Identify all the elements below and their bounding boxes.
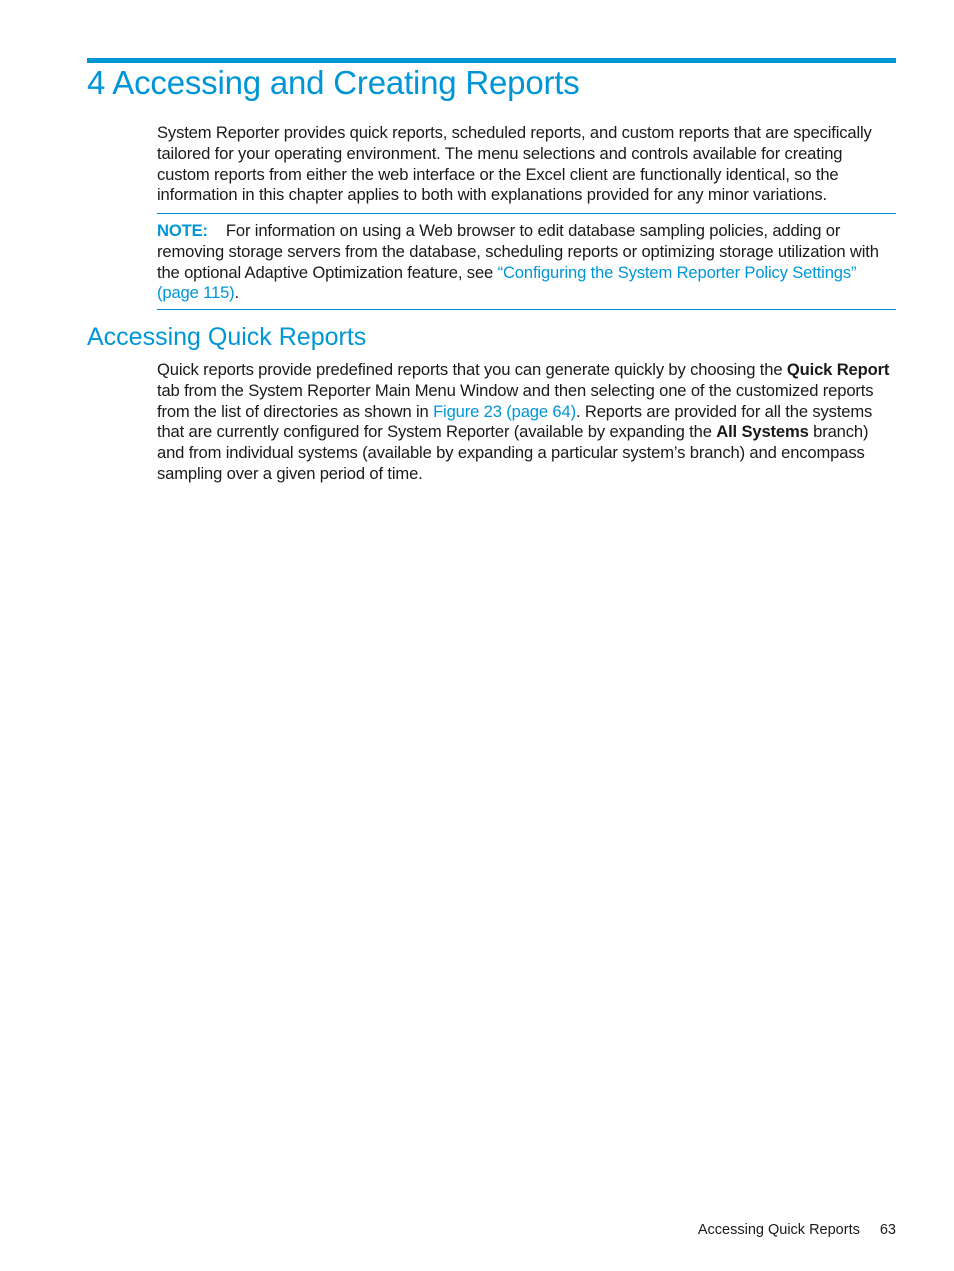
quick-text-3: . Reports are provided for all the systems that are currently configured for System Reporter (available by expanding the xyxy=(157,401,873,442)
chapter-title: 4 Accessing and Creating Reports xyxy=(87,64,580,101)
all-systems-term: All Systems xyxy=(716,422,809,442)
quick-text-4: branch) and from individual systems (available by expanding a particular system’s branch) and encompass sampling over a given period of time. xyxy=(157,422,869,483)
quick-report-term: Quick Report xyxy=(786,360,890,379)
figure-23-link[interactable]: Figure 23 (page 64) xyxy=(433,401,576,421)
footer-section-title: Accessing Quick Reports xyxy=(697,1222,860,1238)
intro-paragraph: System Reporter provides quick reports, scheduled reports, and custom reports that are specifically tailored for your operating environment. The menu selections and controls available for creating custom reports from either the web interface or the Excel client are functionally identical, so the information in this chapter applies to both with explanations provided for any minor variations. xyxy=(157,123,872,205)
chapter-top-rule xyxy=(87,58,896,63)
note-text: For information on using a Web browser to edit database sampling policies, adding or removing storage servers from the database, scheduling reports or optimizing storage utilization with the optional Adaptive Optimization feature, see xyxy=(157,221,879,282)
page-number: 63 xyxy=(879,1222,896,1238)
note-label: NOTE: xyxy=(157,221,208,240)
quick-reports-paragraph xyxy=(157,360,897,485)
quick-text-1: Quick reports provide predefined reports that you can generate quickly by choosing the xyxy=(157,360,787,379)
note-box xyxy=(157,213,896,310)
note-end: . xyxy=(234,283,239,303)
policy-settings-link[interactable]: “Configuring the System Reporter Policy Settings” (page 115) xyxy=(157,262,857,303)
section-title: Accessing Quick Reports xyxy=(87,323,367,351)
quick-text-2: tab from the System Reporter Main Menu Window and then selecting one of the customized reports from the list of directories as shown in xyxy=(157,380,874,421)
page-footer xyxy=(698,1222,896,1238)
